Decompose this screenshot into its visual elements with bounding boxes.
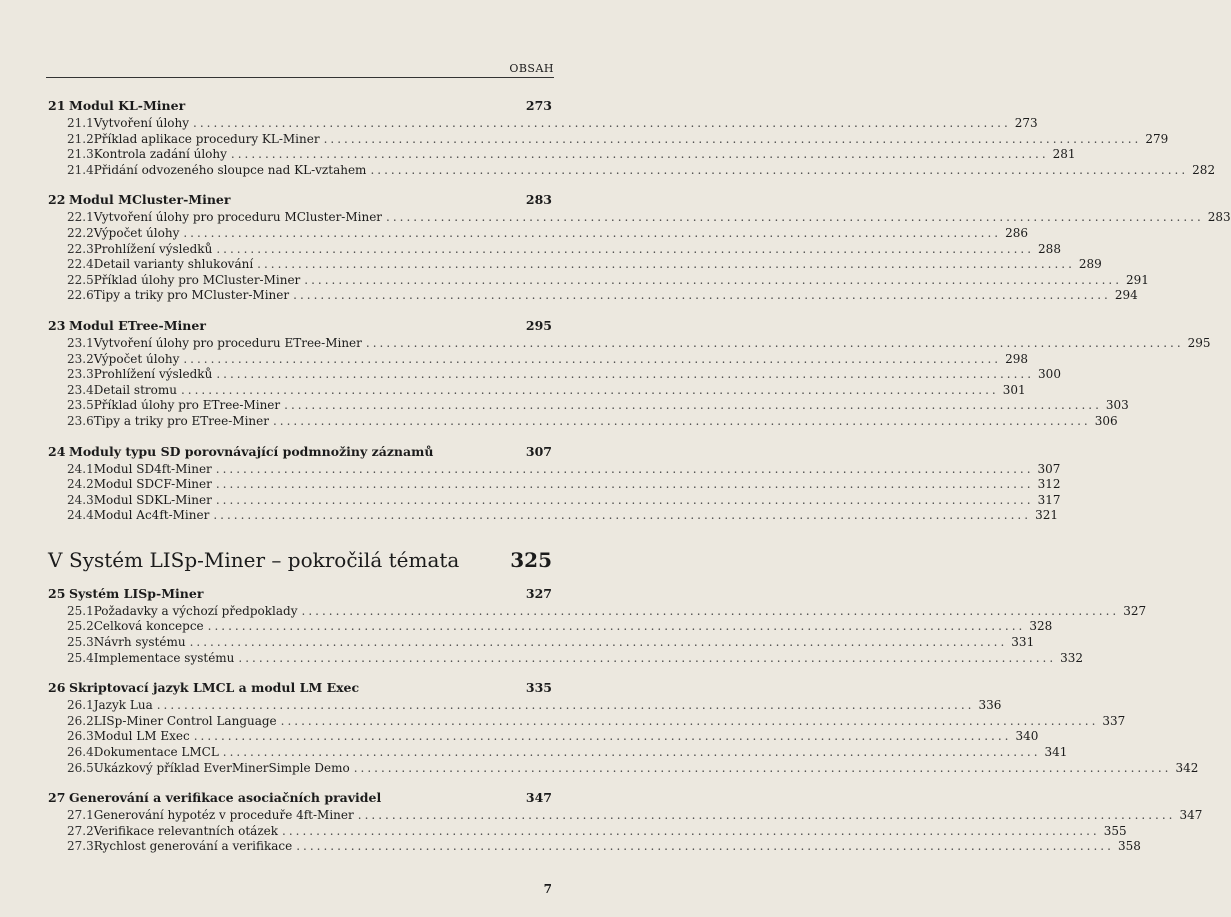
chapter-entry [48, 790, 1203, 855]
section-entry [48, 272, 1149, 289]
section-number: 22.3 [67, 241, 94, 256]
chapter-heading [48, 444, 552, 462]
dot-leader: ........................................................................................................................ [353, 760, 1172, 775]
section-title: Verifikace relevantních otázek [93, 823, 279, 838]
chapter-page: 283 [525, 192, 552, 208]
section-entry [48, 147, 1076, 163]
chapter-number: 22 [48, 192, 66, 208]
section-page: 300 [1038, 367, 1061, 382]
chapter-heading [48, 586, 552, 604]
section-page: 337 [1102, 713, 1126, 728]
section-page: 281 [1052, 147, 1076, 162]
section-number: 21.3 [67, 147, 94, 162]
section-page: 288 [1038, 241, 1061, 256]
section-title: Prohlížení výsledků [93, 241, 213, 256]
chapter-page: 273 [525, 98, 552, 113]
dot-leader: ........................................................................................................................ [293, 288, 1111, 303]
section-page: 279 [1145, 131, 1169, 146]
chapter-entry [48, 192, 1231, 304]
dot-leader: ........................................................................................................................ [272, 413, 1091, 428]
part-page: 325 [510, 547, 552, 572]
section-number: 27.2 [67, 823, 94, 838]
section-entry [48, 745, 1068, 761]
chapter-group [48, 98, 1231, 524]
section-title: Výpočet úlohy [93, 351, 180, 366]
section-number: 27.1 [67, 808, 94, 823]
section-title: Prohlížení výsledků [93, 367, 213, 382]
section-entry [48, 635, 1035, 651]
section-entry [48, 650, 1084, 667]
section-entry [48, 162, 1216, 179]
section-page: 301 [1002, 382, 1026, 397]
dot-leader: ........................................................................................................................ [216, 241, 1035, 256]
section-number: 24.4 [67, 508, 94, 523]
section-entry [48, 225, 1028, 242]
section-page: 317 [1037, 492, 1061, 507]
section-title: Návrh systému [93, 635, 186, 650]
section-number: 23.5 [67, 398, 94, 413]
section-entry [48, 116, 1038, 132]
section-entry [48, 492, 1061, 509]
dot-leader: ........................................................................................................................ [193, 116, 1011, 130]
section-title: Rychlost generování a verifikace [93, 839, 293, 854]
section-title: Příklad aplikace procedury KL-Miner [93, 131, 320, 146]
part-heading [48, 548, 552, 574]
section-page: 341 [1044, 745, 1068, 760]
chapter-number: 26 [48, 680, 66, 696]
section-entry [48, 131, 1169, 148]
dot-leader: ........................................................................................................................ [230, 147, 1049, 162]
dot-leader: ........................................................................................................................ [183, 225, 1002, 240]
chapter-entry [48, 317, 1211, 430]
section-number: 21.4 [67, 162, 94, 177]
section-title: Modul Ac4ft-Miner [93, 508, 210, 523]
dot-leader: ........................................................................................................................ [189, 635, 1008, 650]
section-number: 24.3 [67, 492, 94, 507]
chapter-title: Modul MCluster-Miner [69, 192, 231, 208]
section-page: 303 [1105, 398, 1129, 413]
section-number: 26.1 [67, 698, 94, 713]
section-number: 23.3 [67, 367, 94, 382]
dot-leader: ........................................................................................................................ [207, 619, 1026, 634]
section-page: 282 [1192, 162, 1216, 177]
section-number: 25.2 [67, 619, 94, 634]
table-of-contents [48, 98, 1231, 869]
section-entry [48, 351, 1028, 368]
section-number: 22.4 [67, 257, 94, 272]
dot-leader: ........................................................................................................................ [284, 398, 1102, 413]
chapter-entry [48, 585, 1147, 666]
dot-leader: ........................................................................................................................ [280, 713, 1099, 728]
section-page: 332 [1060, 650, 1084, 665]
section-number: 26.2 [67, 713, 94, 728]
section-number: 23.2 [67, 351, 94, 366]
section-page: 327 [1123, 603, 1147, 618]
section-title: Vytvoření úlohy pro proceduru ETree-Miner [93, 335, 362, 350]
section-page: 347 [1179, 808, 1203, 823]
chapter-entry [48, 443, 1061, 524]
section-entry [48, 413, 1118, 430]
section-number: 24.2 [67, 477, 94, 492]
section-title: Detail varianty shlukování [93, 257, 254, 272]
section-title: Jazyk Lua [93, 698, 153, 713]
section-page: 298 [1005, 351, 1028, 366]
dot-leader: ........................................................................................................................ [183, 351, 1002, 366]
section-entry [48, 257, 1102, 273]
section-number: 25.1 [67, 603, 94, 618]
section-page: 286 [1005, 225, 1028, 240]
section-entry [48, 367, 1061, 383]
dot-leader: ........................................................................................................................ [301, 603, 1120, 618]
dot-leader: ........................................................................................................................ [180, 382, 999, 397]
section-title: Ukázkový příklad EverMinerSimple Demo [93, 760, 350, 775]
section-entry [48, 508, 1058, 524]
section-title: Kontrola zadání úlohy [93, 147, 227, 162]
section-entry [48, 603, 1147, 620]
dot-leader: ........................................................................................................................ [386, 210, 1204, 225]
chapter-page: 295 [525, 317, 552, 333]
dot-leader: ........................................................................................................................ [215, 461, 1034, 476]
chapter-page: 335 [525, 680, 552, 696]
section-number: 23.4 [67, 382, 94, 397]
section-title: Příklad úlohy pro ETree-Miner [93, 398, 281, 413]
chapter-entry [48, 98, 1216, 178]
section-page: 295 [1187, 335, 1211, 350]
running-header: OBSAH [509, 62, 554, 75]
section-page: 328 [1029, 619, 1053, 634]
chapter-entry [48, 680, 1199, 776]
chapter-number: 24 [48, 443, 66, 459]
section-number: 22.2 [67, 225, 94, 240]
section-number: 25.4 [67, 650, 94, 665]
section-page: 355 [1103, 823, 1127, 838]
dot-leader: ........................................................................................................................ [257, 257, 1075, 272]
chapter-heading [48, 790, 552, 808]
section-page: 289 [1078, 257, 1102, 272]
chapter-title: Modul ETree-Miner [69, 317, 206, 333]
chapter-number: 21 [48, 98, 66, 113]
dot-leader: ........................................................................................................................ [357, 808, 1176, 823]
chapter-number: 27 [48, 790, 66, 806]
section-number: 22.1 [67, 210, 94, 225]
dot-leader: ........................................................................................................................ [282, 823, 1100, 838]
dot-leader: ........................................................................................................................ [370, 162, 1189, 177]
section-page: 342 [1175, 760, 1199, 775]
section-title: Vytvoření úlohy [93, 116, 190, 130]
part-title: Systém LISp-Miner – pokročilá témata [69, 547, 460, 572]
chapter-page: 307 [525, 443, 552, 459]
section-title: Implementace systému [93, 650, 235, 665]
section-title: Dokumentace LMCL [93, 745, 219, 760]
section-title: Výpočet úlohy [93, 225, 180, 240]
chapter-page: 347 [525, 790, 552, 806]
chapter-page: 327 [525, 585, 552, 601]
dot-leader: ........................................................................................................................ [222, 745, 1041, 760]
dot-leader: ........................................................................................................................ [296, 839, 1114, 854]
section-entry [48, 839, 1141, 855]
section-entry [48, 335, 1211, 352]
section-entry [48, 241, 1061, 258]
chapter-title: Moduly typu SD porovnávající podmnožiny záznamů [69, 443, 434, 459]
section-title: Detail stromu [93, 382, 177, 397]
chapter-title: Skriptovací jazyk LMCL a modul LM Exec [69, 680, 360, 696]
section-entry [48, 398, 1129, 414]
section-number: 26.4 [67, 745, 94, 760]
section-page: 291 [1126, 272, 1149, 287]
dot-leader: ........................................................................................................................ [365, 335, 1184, 350]
dot-leader: ........................................................................................................................ [215, 477, 1034, 492]
section-entry [48, 729, 1039, 745]
section-title: Požadavky a výchozí předpoklady [93, 603, 298, 618]
page-number: 7 [543, 882, 552, 896]
section-page: 331 [1011, 635, 1035, 650]
section-number: 23.1 [67, 335, 94, 350]
section-number: 21.1 [67, 116, 94, 130]
header-rule [46, 77, 554, 78]
dot-leader: ........................................................................................................................ [193, 729, 1012, 744]
section-title: Tipy a triky pro ETree-Miner [93, 413, 269, 428]
section-entry [48, 619, 1053, 635]
section-number: 26.3 [67, 729, 94, 744]
section-title: Modul SDCF-Miner [93, 477, 212, 492]
chapter-number: 23 [48, 317, 66, 333]
section-page: 307 [1037, 461, 1061, 476]
dot-leader: ........................................................................................................................ [213, 508, 1032, 523]
chapter-title: Generování a verifikace asociačních pravidel [69, 790, 382, 806]
section-title: Celková koncepce [93, 619, 204, 634]
section-page: 358 [1117, 839, 1141, 854]
chapter-title: Systém LISp-Miner [69, 585, 204, 601]
section-entry [48, 477, 1061, 493]
section-entry [48, 823, 1127, 840]
section-title: Modul LM Exec [93, 729, 190, 744]
section-number: 21.2 [67, 131, 94, 146]
section-title: Modul SDKL-Miner [93, 492, 212, 507]
chapter-heading [48, 192, 552, 210]
section-page: 306 [1094, 413, 1118, 428]
section-title: Modul SD4ft-Miner [93, 461, 212, 476]
section-entry [48, 713, 1126, 730]
chapter-title: Modul KL-Miner [69, 98, 186, 113]
section-number: 27.3 [67, 839, 94, 854]
section-title: Přidání odvozeného sloupce nad KL-vztahem [93, 162, 367, 177]
section-number: 22.6 [67, 288, 94, 303]
dot-leader: ........................................................................................................................ [238, 650, 1057, 665]
section-title: Vytvoření úlohy pro proceduru MCluster-Miner [93, 210, 383, 225]
chapter-number: 25 [48, 585, 66, 601]
chapter-heading [48, 318, 552, 336]
dot-leader: ........................................................................................................................ [323, 131, 1142, 146]
chapter-heading [48, 98, 552, 116]
section-title: Tipy a triky pro MCluster-Miner [93, 288, 290, 303]
section-number: 22.5 [67, 272, 94, 287]
section-entry [48, 461, 1061, 478]
section-entry [48, 808, 1203, 824]
section-title: LISp-Miner Control Language [93, 713, 277, 728]
chapter-group [48, 585, 1203, 855]
section-page: 273 [1014, 116, 1038, 130]
section-page: 336 [978, 698, 1002, 713]
section-number: 23.6 [67, 413, 94, 428]
chapter-heading [48, 680, 552, 698]
section-entry [48, 288, 1138, 304]
dot-leader: ........................................................................................................................ [215, 492, 1034, 507]
section-page: 340 [1015, 729, 1039, 744]
section-entry [48, 210, 1231, 226]
section-page: 294 [1114, 288, 1138, 303]
section-number: 24.1 [67, 461, 94, 476]
dot-leader: ........................................................................................................................ [156, 698, 975, 713]
section-entry [48, 382, 1026, 399]
section-page: 312 [1037, 477, 1061, 492]
section-number: 26.5 [67, 760, 94, 775]
dot-leader: ........................................................................................................................ [216, 367, 1035, 382]
section-page: 321 [1035, 508, 1058, 523]
section-page: 283 [1207, 210, 1231, 225]
section-entry [48, 760, 1199, 777]
section-number: 25.3 [67, 635, 94, 650]
part-number: V [48, 547, 63, 572]
section-title: Generování hypotéz v proceduře 4ft-Miner [93, 808, 354, 823]
section-entry [48, 698, 1002, 714]
dot-leader: ........................................................................................................................ [304, 272, 1123, 287]
section-title: Příklad úlohy pro MCluster-Miner [93, 272, 301, 287]
